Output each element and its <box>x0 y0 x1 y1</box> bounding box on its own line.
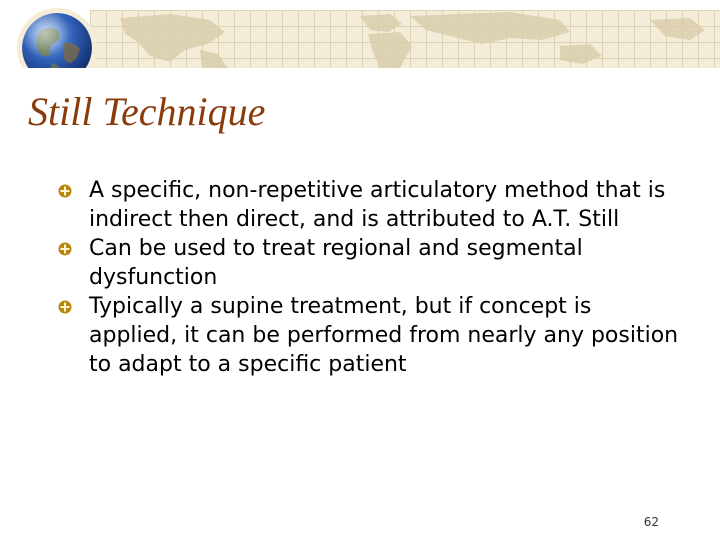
world-map-icon <box>90 10 720 68</box>
map-continents <box>90 10 720 68</box>
bullet-item <box>56 234 686 292</box>
bullet-text: Typically a supine treatment, but if concept is applied, it can be performed from nearly any position to adapt to a specific patient <box>89 294 679 377</box>
diamond-bullet-icon <box>58 184 72 198</box>
diamond-bullet-icon <box>58 300 72 314</box>
header-banner <box>0 0 720 68</box>
bullet-item <box>56 176 686 234</box>
globe-icon <box>17 8 97 68</box>
page-number: 62 <box>643 515 659 529</box>
diamond-bullet-icon <box>58 242 72 256</box>
slide-title: Still Technique <box>28 89 266 134</box>
bullet-list <box>56 176 686 379</box>
bullet-text: Can be used to treat regional and segmental dysfunction <box>89 236 583 290</box>
globe-graphic <box>22 13 92 68</box>
bullet-text: A specific, non-repetitive articulatory method that is indirect then direct, and is attributed to A.T. Still <box>89 178 666 232</box>
globe-sphere <box>22 13 92 68</box>
bullet-item <box>56 292 686 379</box>
